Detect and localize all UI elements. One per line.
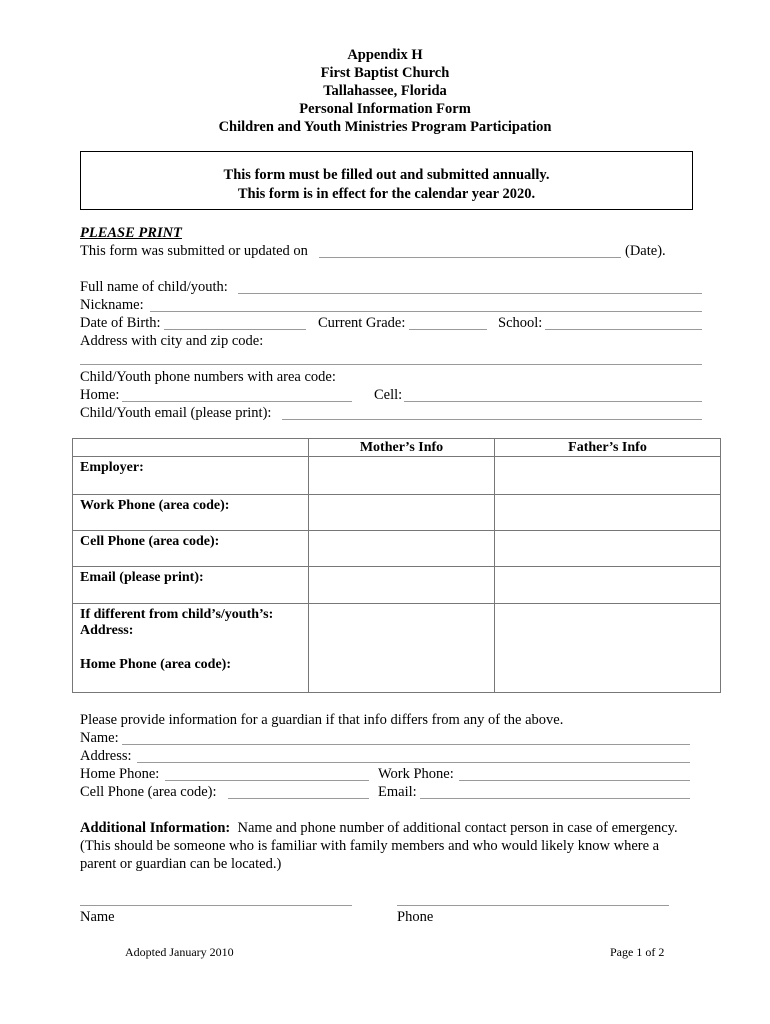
- table-row: [73, 603, 721, 692]
- email-row-label: Email (please print):: [73, 567, 309, 603]
- table-header-row: [73, 439, 721, 457]
- additional-info-text-2: (This should be someone who is familiar with family members and who would likely know where a: [80, 838, 660, 854]
- phone-heading: Child/Youth phone numbers with area code:: [80, 369, 336, 385]
- address-label: Address with city and zip code:: [80, 333, 264, 349]
- form-title: Personal Information Form: [299, 101, 471, 117]
- column-header-mother: Mother’s Info: [309, 439, 495, 457]
- grade-label: Current Grade:: [318, 315, 406, 331]
- alt-address-label: [73, 603, 309, 692]
- email-field[interactable]: [282, 419, 702, 420]
- cell-phone-label: Cell:: [374, 387, 403, 403]
- additional-info-line-1: [80, 820, 678, 837]
- dob-label: Date of Birth:: [80, 315, 161, 331]
- mother-work-phone-cell[interactable]: [309, 494, 495, 530]
- guardian-address-label: Address:: [80, 748, 132, 764]
- guardian-work-phone-field[interactable]: [459, 780, 690, 781]
- mother-alt-address-cell[interactable]: [309, 603, 495, 692]
- mother-employer-cell[interactable]: [309, 457, 495, 494]
- father-alt-address-cell[interactable]: [495, 603, 721, 692]
- appendix-title: Appendix H: [347, 47, 423, 63]
- school-label: School:: [498, 315, 543, 331]
- guardian-name-field[interactable]: [122, 744, 690, 745]
- table-row: [73, 494, 721, 530]
- cell-phone-row-label: Cell Phone (area code):: [73, 531, 309, 567]
- please-print-heading: PLEASE PRINT: [80, 225, 182, 241]
- guardian-cell-phone-field[interactable]: [228, 798, 369, 799]
- additional-info-text-1: Name and phone number of additional contact person in case of emergency.: [237, 820, 678, 836]
- father-email-cell[interactable]: [495, 567, 721, 603]
- mother-email-cell[interactable]: [309, 567, 495, 603]
- mother-cell-phone-cell[interactable]: [309, 531, 495, 567]
- work-phone-label: Work Phone (area code):: [73, 494, 309, 530]
- date-suffix: (Date).: [625, 243, 666, 259]
- email-label: Child/Youth email (please print):: [80, 405, 272, 421]
- home-phone-label: Home:: [80, 387, 120, 403]
- school-field[interactable]: [545, 329, 702, 330]
- program-title: Children and Youth Ministries Program Participation: [218, 119, 552, 135]
- full-name-label: Full name of child/youth:: [80, 279, 228, 295]
- alt-address-line-2: Address:: [80, 622, 134, 638]
- emergency-name-field[interactable]: [80, 905, 352, 906]
- alt-address-line-1: If different from child’s/youth’s:: [80, 606, 274, 622]
- additional-info-text-3: parent or guardian can be located.): [80, 856, 282, 872]
- guardian-home-phone-field[interactable]: [165, 780, 369, 781]
- cell-phone-field[interactable]: [404, 401, 702, 402]
- column-header-blank: [73, 439, 309, 457]
- nickname-field[interactable]: [150, 311, 702, 312]
- alt-home-phone-label: Home Phone (area code):: [80, 656, 231, 672]
- submitted-date-field[interactable]: [319, 257, 621, 258]
- emergency-name-label: Name: [80, 909, 115, 925]
- father-employer-cell[interactable]: [495, 457, 721, 494]
- submitted-label: This form was submitted or updated on: [80, 243, 308, 259]
- parent-info-table: [72, 438, 721, 693]
- notice-line-2: This form is in effect for the calendar year 2020.: [237, 186, 536, 202]
- church-name: First Baptist Church: [320, 65, 450, 81]
- employer-label: Employer:: [73, 457, 309, 494]
- guardian-address-field[interactable]: [137, 762, 690, 763]
- guardian-work-phone-label: Work Phone:: [378, 766, 454, 782]
- emergency-phone-label: Phone: [397, 909, 434, 925]
- nickname-label: Nickname:: [80, 297, 144, 313]
- dob-field[interactable]: [164, 329, 306, 330]
- table-row: [73, 531, 721, 567]
- emergency-phone-field[interactable]: [397, 905, 669, 906]
- father-work-phone-cell[interactable]: [495, 494, 721, 530]
- column-header-father: Father’s Info: [495, 439, 721, 457]
- table-row: [73, 567, 721, 603]
- church-location: Tallahassee, Florida: [323, 83, 447, 99]
- adopted-date: Adopted January 2010: [125, 945, 234, 959]
- full-name-field[interactable]: [238, 293, 702, 294]
- table-row: [73, 457, 721, 494]
- guardian-name-label: Name:: [80, 730, 119, 746]
- guardian-intro: Please provide information for a guardian if that info differs from any of the above.: [80, 712, 564, 728]
- notice-line-1: This form must be filled out and submitted annually.: [223, 167, 550, 183]
- grade-field[interactable]: [409, 329, 487, 330]
- home-phone-field[interactable]: [122, 401, 352, 402]
- guardian-email-label: Email:: [378, 784, 417, 800]
- father-cell-phone-cell[interactable]: [495, 531, 721, 567]
- guardian-home-phone-label: Home Phone:: [80, 766, 160, 782]
- guardian-cell-phone-label: Cell Phone (area code):: [80, 784, 217, 800]
- address-field[interactable]: [80, 364, 702, 365]
- guardian-email-field[interactable]: [420, 798, 690, 799]
- additional-info-title: Additional Information:: [80, 820, 231, 836]
- page-number: Page 1 of 2: [610, 945, 665, 959]
- notice-box: [80, 151, 693, 210]
